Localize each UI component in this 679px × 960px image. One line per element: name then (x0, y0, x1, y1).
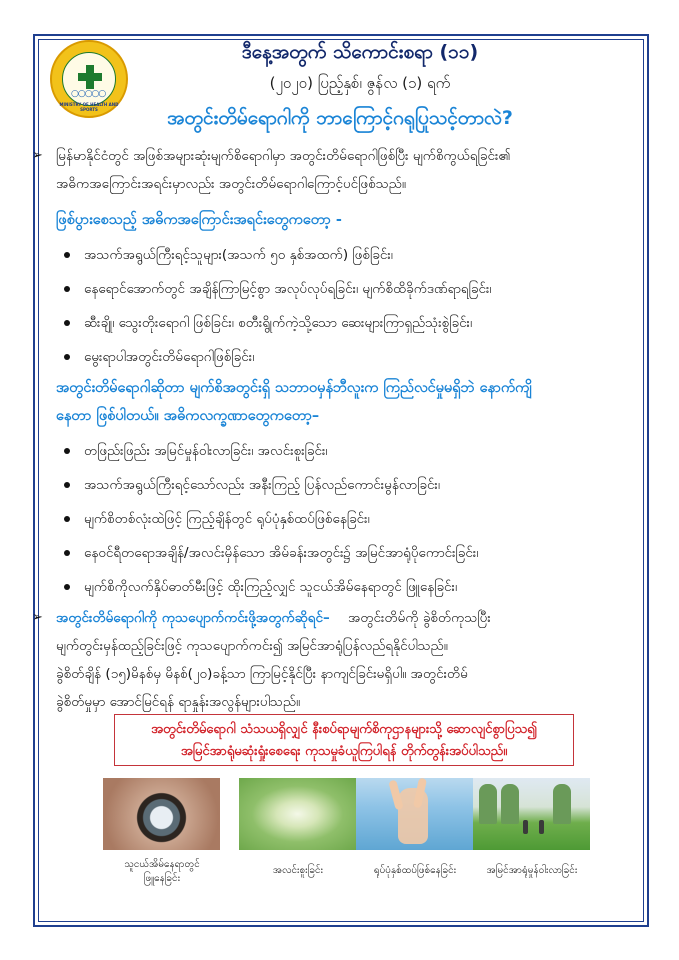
photo-caption-4: အမြင်အာရုံမှုန်ဝါးလာခြင်း (486, 865, 578, 876)
logo-emblem (62, 52, 116, 106)
intro-line-1: မြန်မာနိုင်ငံတွင် အဖြစ်အများဆုံးမျက်စိရောဂါမှာ အတွင်းတိမ်ရောဂါဖြစ်ပြီး မျက်စိကွယ်ရခြင်း၏ (56, 148, 511, 164)
symptoms-heading-line-1: အတွင်းတိမ်ရောဂါဆိုတာ မျက်စိအတွင်းရှိ သဘာဝမှန်ဘီလူးက ကြည်လင်မှုမရှိဘဲ နောက်ကျိ (56, 380, 532, 396)
causes-heading: ဖြစ်ပွားစေသည့် အဓိကအကြောင်းအရင်းတွေကတော့ - (56, 212, 342, 228)
intro-line-2: အဓိကအကြောင်းအရင်းမှာလည်း အတွင်းတိမ်ရောဂါကြောင့်ပင်ဖြစ်သည်။ (56, 176, 406, 192)
list-item: နေဝင်ရီတရောအချိန်/အလင်းမှိန်သော အိမ်ခန်းအတွင်း၌ အမြင်အာရုံပိုကောင်းခြင်း၊ (56, 536, 478, 570)
photo-caption-3: ရုပ်ပုံနှစ်ထပ်ဖြစ်နေခြင်း (373, 865, 457, 876)
logo-text: MINISTRY OF HEALTH AND SPORTS (59, 102, 119, 112)
photo-cataract-eye (103, 778, 220, 850)
person-shape (523, 820, 528, 834)
photo-double-vision (356, 778, 473, 850)
list-item: တဖြည်းဖြည်း အမြင်မှုန်ဝါးလာခြင်း၊ အလင်းစူးခြင်း၊ (56, 434, 478, 468)
tree-shape (501, 784, 519, 824)
treatment-line-2: မျက်တွင်းမှန်ထည့်ခြင်းဖြင့် ကုသပျောက်ကင်း၍ အမြင်အာရုံပြန်လည်ရနိုင်ပါသည်။ (56, 638, 448, 654)
symptoms-heading (56, 374, 632, 430)
olympic-rings-icon: ○○○○○ (71, 89, 106, 99)
caption-line: ဖြူနေခြင်း (143, 873, 181, 884)
hand-shape (398, 788, 428, 844)
treatment-line-1-rest: အတွင်းတိမ်ကို ခွဲစိတ်ကုသပြီး (348, 610, 491, 626)
photo-blurred-vision (473, 778, 590, 850)
list-item: ဆီးချို၊ သွေးတိုးရောဂါ ဖြစ်ခြင်း၊ စတီးရွိုက်ကဲ့သို့သော ဆေးများကြာရှည်သုံးစွဲခြင်း၊ (56, 306, 492, 340)
list-item: အသက်အရွယ်ကြီးရင့်သော်လည်း အနီးကြည့် ပြန်လည်ကောင်းမွန်လာခြင်း၊ (56, 468, 478, 502)
photo-glare (239, 778, 356, 850)
list-item: မျက်စိကိုလက်နှိပ်ဓာတ်မီးဖြင့် ထိုးကြည့်လျှင် သူငယ်အိမ်နေရာတွင် ဖြူနေခြင်း၊ (56, 570, 478, 604)
list-item: မွေးရာပါအတွင်းတိမ်ရောဂါဖြစ်ခြင်း၊ (56, 340, 492, 374)
photo-caption-1 (97, 858, 227, 886)
warning-line-2: အမြင်အာရုံမဆုံးရှုံးစေရေး ကုသမှုခံယူကြပါရန် တိုက်တွန်းအပ်ပါသည်။ (180, 744, 508, 759)
causes-list (56, 238, 492, 374)
treatment-line-1 (56, 604, 632, 632)
treatment-line-3: ခွဲစိတ်ချိန် (၁၅)မိနစ်မှ မိနစ်(၂၀)ခန့်သာ ကြာမြင့်နိုင်ပြီး နာကျင်ခြင်းမရှိပါ။ အတွင်းတိမ် (56, 666, 468, 682)
treatment-line-4: ခွဲစိတ်မှုမှာ အောင်မြင်ရန် ရာနှုန်းအလွန်များပါသည်။ (56, 694, 301, 710)
symptoms-heading-line-2: နေတာ ဖြစ်ပါတယ်။ အဓိကလက္ခဏာတွေကတော့– (56, 408, 320, 424)
intro-paragraph (32, 142, 632, 198)
headline: အတွင်းတိမ်ရောဂါကို ဘာကြောင့်ဂရုပြုသင့်တာလဲ? (167, 107, 513, 129)
page-title: ဒီနေ့အတွက် သိကောင်းစရာ (၁၁) (241, 41, 479, 63)
warning-line-1: အတွင်းတိမ်ရောဂါ သံသယရှိလျှင် နီးစပ်ရာမျက်စိကုဌာနများသို့ ဆောလျင်စွာပြသ၍ (151, 722, 537, 737)
list-item: မျက်စိတစ်လုံးထဲဖြင့် ကြည့်ချိန်တွင် ရုပ်ပုံနှစ်ထပ်ဖြစ်နေခြင်း၊ (56, 502, 478, 536)
photo-caption-2: အလင်းစူးခြင်း (272, 865, 324, 876)
warning-box (114, 714, 574, 766)
tree-shape (479, 784, 497, 824)
caption-line: သူငယ်အိမ်နေရာတွင် (124, 859, 200, 870)
list-item: အသက်အရွယ်ကြီးရင့်သူများ(အသက် ၅၀ နှစ်အထက်) ဖြစ်ခြင်း၊ (56, 238, 492, 272)
list-item: နေရောင်အောက်တွင် အချိန်ကြာမြင့်စွာ အလုပ်လုပ်ရခြင်း၊ မျက်စိထိခိုက်ဒဏ်ရာရခြင်း၊ (56, 272, 492, 306)
symptoms-list (56, 434, 478, 604)
arrow-bullet-icon: ➢ (32, 148, 43, 163)
tree-shape (553, 784, 571, 824)
arrow-bullet-icon: ➢ (32, 610, 43, 625)
logo-cross-horizontal (78, 73, 102, 81)
page-date: (၂၀၂၀) ပြည့်နှစ်၊ ဇွန်လ (၁) ရက် (269, 74, 451, 92)
treatment-paragraph (32, 604, 632, 716)
person-shape (539, 820, 544, 834)
treatment-heading: အတွင်းတိမ်ရောဂါကို ကုသပျောက်ကင်းဖို့အတွက်ဆိုရင်– (56, 610, 330, 626)
